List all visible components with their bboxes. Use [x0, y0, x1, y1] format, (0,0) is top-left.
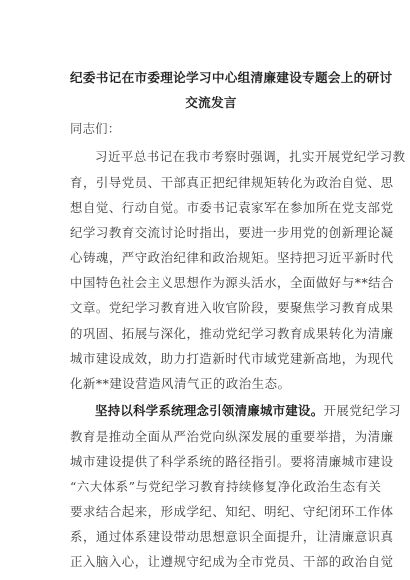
document-title-line-2: 交流发言: [185, 95, 237, 110]
paragraph-1-line: 化新**建设营造风清气正的政治生态。: [70, 376, 291, 391]
paragraph-1-line: 想自觉、行动自觉。市委书记袁家军在参加所在党支部党: [70, 200, 394, 215]
paragraph-1-line: 城市建设成效，助力打造新时代市域党建新高地，为现代: [70, 351, 394, 366]
paragraph-2-heading: 坚持以科学系统理念引领清廉城市建设。: [95, 403, 324, 418]
paragraph-2-first-line: [95, 401, 401, 419]
paragraph-1-line: 育，引导党员、干部真正把纪律规矩转化为政治自觉、思: [70, 175, 394, 190]
paragraph-2-line: 正入脑入心，让遵规守纪成为全市党员、干部的政治自觉: [70, 554, 394, 569]
paragraph-1-line: 习近平总书记在我市考察时强调，扎实开展党纪学习教: [95, 149, 406, 164]
paragraph-1-line: 中国特色社会主义思想作为源头活水，全面做好与**结合: [70, 275, 395, 290]
paragraph-1-line: 文章。党纪学习教育进入收官阶段，要聚焦学习教育成果: [70, 300, 394, 315]
paragraph-1-line: 纪学习教育交流讨论时指出，要进一步用党的创新理论凝: [70, 225, 394, 240]
paragraph-2-line: 教育是推动全面从严治党向纵深发展的重要举措，为清廉: [70, 429, 394, 444]
paragraph-2-first-line-rest: 开展党纪学习: [323, 403, 402, 418]
paragraph-2-line: 系，通过体系建设带动思想意识全面提升，让清廉意识真: [70, 529, 394, 544]
paragraph-2-line: “六大体系”与党纪学习教育持续修复净化政治生态有关: [70, 479, 382, 494]
paragraph-2-line: 要求结合起来，形成学纪、知纪、明纪、守纪闭环工作体: [70, 504, 394, 519]
paragraph-1-line: 心铸魂，严守政治纪律和政治规矩。坚持把习近平新时代: [70, 250, 394, 265]
greeting: 同志们：: [70, 121, 121, 136]
document-title-line-1: 纪委书记在市委理论学习中心组清廉建设专题会上的研讨: [70, 70, 393, 85]
paragraph-2-line: 城市建设提供了科学系统的路径指引。要将清廉城市建设: [70, 454, 394, 469]
paragraph-1-line: 的巩固、拓展与深化，推动党纪学习教育成果转化为清廉: [70, 326, 394, 341]
